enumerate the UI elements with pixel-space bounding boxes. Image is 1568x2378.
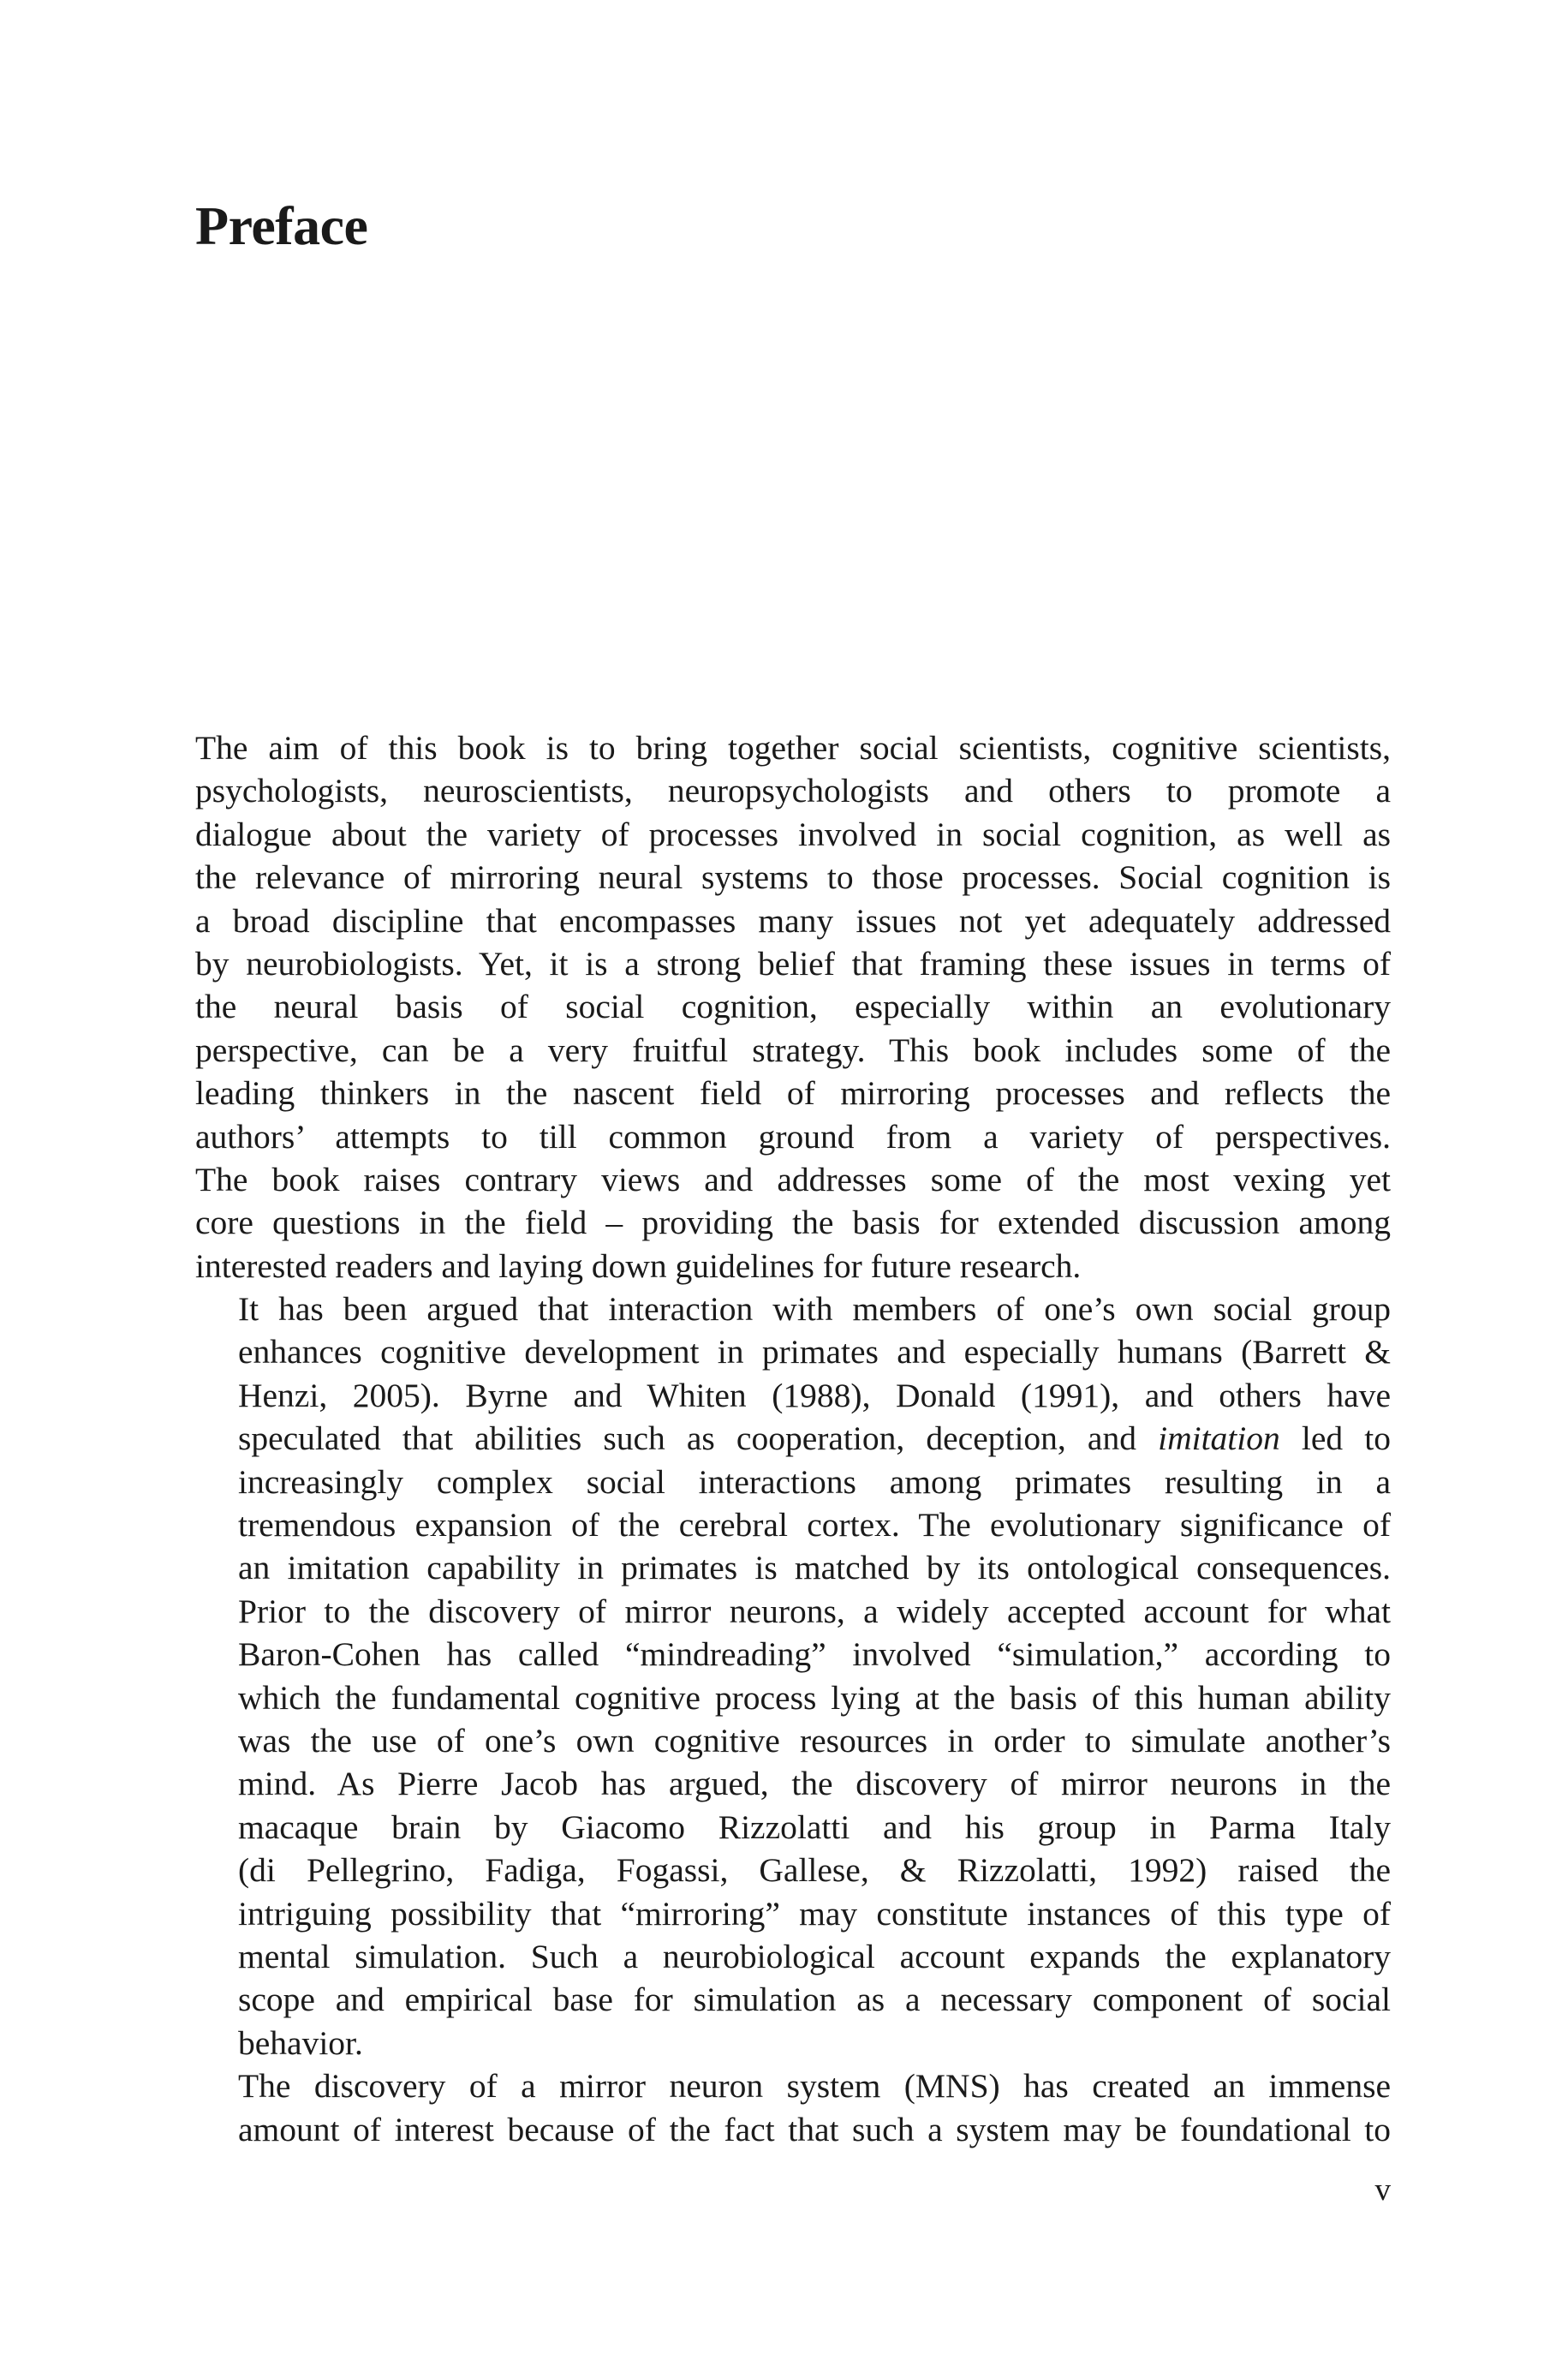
text-line: Henzi, 2005). Byrne and Whiten (1988), Donald (1991), and others have [238, 1376, 1391, 1414]
text-line: It has been argued that interaction with members of one’s own social group [238, 1290, 1391, 1329]
text-line: core questions in the field – providing the basis for extended discussion among [195, 1204, 1391, 1242]
text-line: behavior. [238, 2023, 363, 2062]
text-line: dialogue about the variety of processes involved in social cognition, as well as [195, 815, 1391, 853]
text-line: enhances cognitive development in primates and especially humans (Barrett & [238, 1333, 1391, 1371]
text-line: increasingly complex social interactions among primates resulting in a [238, 1462, 1391, 1501]
text-line: authors’ attempts to till common ground from a variety of perspectives. [195, 1117, 1391, 1156]
text-line: mind. As Pierre Jacob has argued, the discovery of mirror neurons in the [238, 1765, 1391, 1803]
text-line: intriguing possibility that “mirroring” may constitute instances of this type of [238, 1894, 1391, 1933]
text-line: scope and empirical base for simulation as a necessary component of social [238, 1981, 1391, 2019]
text-line: which the fundamental cognitive process lying at the basis of this human ability [238, 1678, 1391, 1717]
text-line: The discovery of a mirror neuron system (MNS) has created an immense [238, 2067, 1391, 2106]
text-line: mental simulation. Such a neurobiological account expands the explanatory [238, 1937, 1391, 1975]
text-line: speculated that abilities such as cooperation, deception, and imitation led to [238, 1419, 1392, 1458]
page-title: Preface [195, 195, 368, 256]
text-line: a broad discipline that encompasses many issues not yet adequately addressed [195, 901, 1391, 940]
text-line: amount of interest because of the fact that such a system may be foundational to [238, 2110, 1391, 2148]
paragraph-2 [195, 1288, 1391, 2064]
text-line: the neural basis of social cognition, especially within an evolutionary [195, 988, 1391, 1026]
text-line: Prior to the discovery of mirror neurons, a widely accepted account for what [238, 1592, 1391, 1630]
page-number: v [1374, 2172, 1391, 2208]
text-line: The book raises contrary views and addresses some of the most vexing yet [195, 1160, 1391, 1198]
text-line: was the use of one’s own cognitive resources in order to simulate another’s [238, 1721, 1391, 1760]
text-line: tremendous expansion of the cerebral cortex. The evolutionary significance of [238, 1506, 1391, 1545]
paragraph-3 [195, 2064, 1391, 2151]
text-line: perspective, can be a very fruitful strategy. This book includes some of the [195, 1031, 1391, 1069]
text-line: (di Pellegrino, Fadiga, Fogassi, Gallese, & Rizzolatti, 1992) raised the [238, 1851, 1391, 1890]
text-line: psychologists, neuroscientists, neuropsychologists and others to promote a [195, 772, 1391, 810]
paragraph-1 [195, 726, 1391, 1288]
text-line: Baron-Cohen has called “mindreading” involved “simulation,” according to [238, 1635, 1391, 1674]
text-line: interested readers and laying down guidelines for future research. [195, 1246, 1082, 1285]
text-line: macaque brain by Giacomo Rizzolatti and his group in Parma Italy [238, 1807, 1391, 1846]
emphasis-imitation: imitation [1158, 1419, 1280, 1458]
text-line: The aim of this book is to bring together social scientists, cognitive scientists, [195, 729, 1391, 767]
text-line: the relevance of mirroring neural systems to those processes. Social cognition is [195, 858, 1391, 897]
text-line: an imitation capability in primates is matched by its ontological consequences. [238, 1549, 1391, 1587]
preface-body [195, 726, 1391, 2151]
text-line: by neurobiologists. Yet, it is a strong belief that framing these issues in terms of [195, 944, 1391, 983]
text-line: leading thinkers in the nascent field of mirroring processes and reflects the [195, 1074, 1391, 1113]
